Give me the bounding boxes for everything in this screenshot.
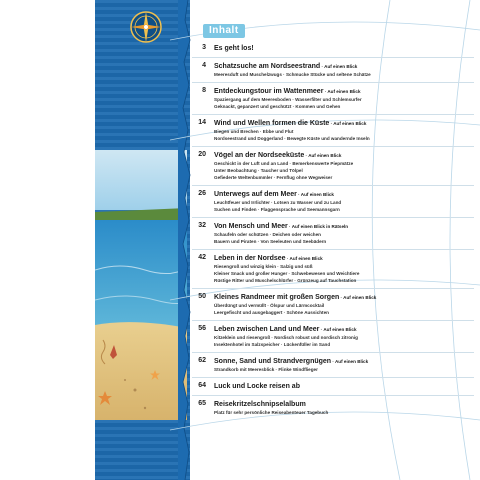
chapter-topics: Geknackt, gepanzert und geschützt · Kommen und Gehen [214, 104, 341, 109]
chapter-topics: Schaufeln oder schützen · Deichen oder weichen [214, 232, 321, 237]
page-number: 20 [198, 151, 206, 158]
chapter-title: Wind und Wellen formen die Küste [214, 120, 330, 127]
entry-divider [192, 146, 474, 147]
chapter-topics: Gefiederte Weltenbummler · Fernflug ohne Wegweiser [214, 175, 333, 180]
chapter-topics: Suchen und Finden · Flaggensprache und Seemannsgarn [214, 207, 340, 212]
page-number: 42 [198, 254, 206, 261]
entry-divider [192, 57, 474, 58]
chapter-topics: Platz für sehr persönliche Reiseabenteuer Tagebuch [214, 410, 329, 415]
chapter-topics: Geschickt in der Luft und an Land · Bemerkenswerte Piepmätze [214, 161, 354, 166]
chapter-topics: Strandkorb mit Meeresblick · Flinke Windflieger [214, 367, 318, 372]
chapter-topics: Kitzeklein und riesengroß · Nordisch robust und nordisch zitronig [214, 335, 358, 340]
beach-illustration [95, 150, 187, 420]
toc-entry[interactable]: 14 Wind und Wellen formen die Küste · Auf einen Blick Biegen und Brechen · Ebbe und Flut Nordseestrand und Doggerland · Bewegte Küste und wandernde Inseln [192, 119, 474, 142]
chapter-subtitle: Auf einen Blick [323, 327, 357, 332]
chapter-title: Leben zwischen Land und Meer [214, 326, 320, 333]
chapter-title: Sonne, Sand und Strandvergnügen [214, 358, 332, 365]
toc-entry[interactable] [192, 400, 474, 416]
entry-divider [192, 217, 474, 218]
chapter-topics: Rüstige Ritter und Muschelschlürfer · Grünzeug auf Tauchstation [214, 278, 357, 283]
chapter-topics: Meeresduft und Muschelzwugs · Schmucke Stücke und seltene Schätze [214, 72, 371, 77]
toc-entry[interactable]: 8 Entdeckungstour im Wattenmeer · Auf einen Blick Spaziergang auf dem Meeresboden · Wasserfilter und Schlemsurfer Geknackt, gepanzert und geschützt · Kommen und Gehen [192, 87, 474, 110]
entry-divider [192, 185, 474, 186]
entry-divider [192, 249, 474, 250]
page-number: 50 [198, 293, 206, 300]
toc-entry[interactable]: 62 Sonne, Sand und Strandvergnügen · Auf einen Blick Strandkorb mit Meeresblick · Flinke Windflieger [192, 357, 474, 373]
chapter-subtitle: Auf einen Blick [334, 359, 369, 364]
chapter-title: Leben in der Nordsee [214, 255, 286, 262]
chapter-topics: Insektenhotel im Salzspeicher · Lückenfüller im Sand [214, 342, 331, 347]
entry-divider [192, 352, 474, 353]
entry-divider [192, 114, 474, 115]
chapter-topics: Leergefischt und ausgebaggert · Schöne Aussichten [214, 310, 329, 315]
chapter-topics: Riesengroß und winzig klein · Salzig und süß [214, 264, 313, 269]
chapter-subtitle: Auf einen Blick [333, 121, 367, 126]
page-number: 8 [202, 87, 206, 94]
chapter-subtitle: Auf einen Blick [300, 192, 334, 197]
page-number: 32 [198, 222, 206, 229]
toc-entry[interactable]: 50 Kleines Randmeer mit großen Sorgen · Auf einen Blick Überdüngt und vermüllt · Ölspur und Lärmcocktail Leergefischt und ausgebaggert · Schöne Aussichten [192, 293, 474, 316]
chapter-title: Reisekritzelschnipselalbum [214, 401, 306, 408]
toc-entry[interactable]: 56 Leben zwischen Land und Meer · Auf einen Blick Kitzeklein und riesengroß · Nordisch robust und nordisch zitronig Insektenhotel im Salzspeicher · Lückenfüller im Sand [192, 325, 474, 348]
page-number: 4 [202, 62, 206, 69]
chapter-subtitle: Auf einen Blick [308, 153, 342, 158]
chapter-subtitle: Auf einen Blick [324, 64, 358, 69]
toc-entry[interactable]: 42 Leben in der Nordsee · Auf einen Blick Riesengroß und winzig klein · Salzig und süß Kleiner Snack und großer Hunger · Schwebewesen und Weichtiere Rüstige Ritter und Muschelschlürfer · Grünzeug auf Tauchstation [192, 254, 474, 284]
chapter-title: Vögel an der Nordseeküste [214, 152, 305, 159]
chapter-topics: Bauern und Piraten · Von Seeleuten und Seebädern [214, 239, 327, 244]
page-number: 56 [198, 325, 206, 332]
toc-entry[interactable]: 4 Schatzsuche am Nordseestrand · Auf einen Blick Meeresduft und Muschelzwugs · Schmucke Stücke und seltene Schätze [192, 62, 474, 78]
entry-divider [192, 320, 474, 321]
chapter-subtitle: Auf einen Blick [289, 256, 323, 261]
page-number: 65 [198, 400, 206, 407]
page-number: 26 [198, 190, 206, 197]
page-number: 3 [202, 44, 206, 51]
chapter-title: Es geht los! [214, 45, 254, 52]
page-number: 14 [198, 119, 206, 126]
chapter-topics: Unter Beobachtung · Taucher und Tölpel [214, 168, 303, 173]
toc-entry[interactable]: 26 Unterwegs auf dem Meer · Auf einen Blick Leuchtfeuer und Irrlichter · Lotsen zu Wasser und zu Land Suchen und Finden · Flaggensprache und Seemannsgarn [192, 190, 474, 213]
entry-divider [192, 82, 474, 83]
chapter-title: Schatzsuche am Nordseestrand [214, 63, 321, 70]
chapter-topics: Leuchtfeuer und Irrlichter · Lotsen zu Wasser und zu Land [214, 200, 342, 205]
chapter-title: Von Mensch und Meer [214, 223, 288, 230]
toc-entry[interactable]: 32 Von Mensch und Meer · Auf einen Blick in Rätseln Schaufeln oder schützen · Deichen oder weichen Bauern und Piraten · Von Seeleuten und Seebädern [192, 222, 474, 245]
chapter-topics: Kleiner Snack und großer Hunger · Schwebewesen und Weichtiere [214, 271, 360, 276]
page-number: 62 [198, 357, 206, 364]
chapter-topics: Überdüngt und vermüllt · Ölspur und Lärmcocktail [214, 303, 325, 308]
toc-entry[interactable]: 20 Vögel an der Nordseeküste · Auf einen Blick Geschickt in der Luft und an Land · Bemerkenswerte Piepmätze Unter Beobachtung · Taucher und Tölpel Gefiederte Weltenbummler · Fernflug ohne Wegweiser [192, 151, 474, 181]
chapter-topics: Biegen und Brechen · Ebbe und Flut [214, 129, 294, 134]
toc-entry[interactable] [192, 382, 474, 391]
table-of-contents [192, 44, 474, 416]
page-number: 64 [198, 382, 206, 389]
chapter-title: Luck und Locke reisen ab [214, 383, 300, 390]
chapter-subtitle: Auf einen Blick [343, 295, 377, 300]
chapter-title: Unterwegs auf dem Meer [214, 191, 297, 198]
chapter-subtitle: Auf einen Blick in Rätseln [291, 224, 349, 229]
chapter-topics: Nordseestrand und Doggerland · Bewegte Küste und wandernde Inseln [214, 136, 370, 141]
entry-divider [192, 395, 474, 396]
chapter-subtitle: Auf einen Blick [327, 89, 361, 94]
entry-divider [192, 288, 474, 289]
chapter-topics: Spaziergang auf dem Meeresboden · Wasserfilter und Schlemsurfer [214, 97, 362, 102]
toc-entry[interactable] [192, 44, 474, 53]
entry-divider [192, 377, 474, 378]
chapter-title: Kleines Randmeer mit großen Sorgen [214, 294, 340, 301]
contents-label: Inhalt [203, 24, 245, 38]
chapter-title: Entdeckungstour im Wattenmeer [214, 88, 324, 95]
compass-rose-icon [129, 10, 163, 44]
